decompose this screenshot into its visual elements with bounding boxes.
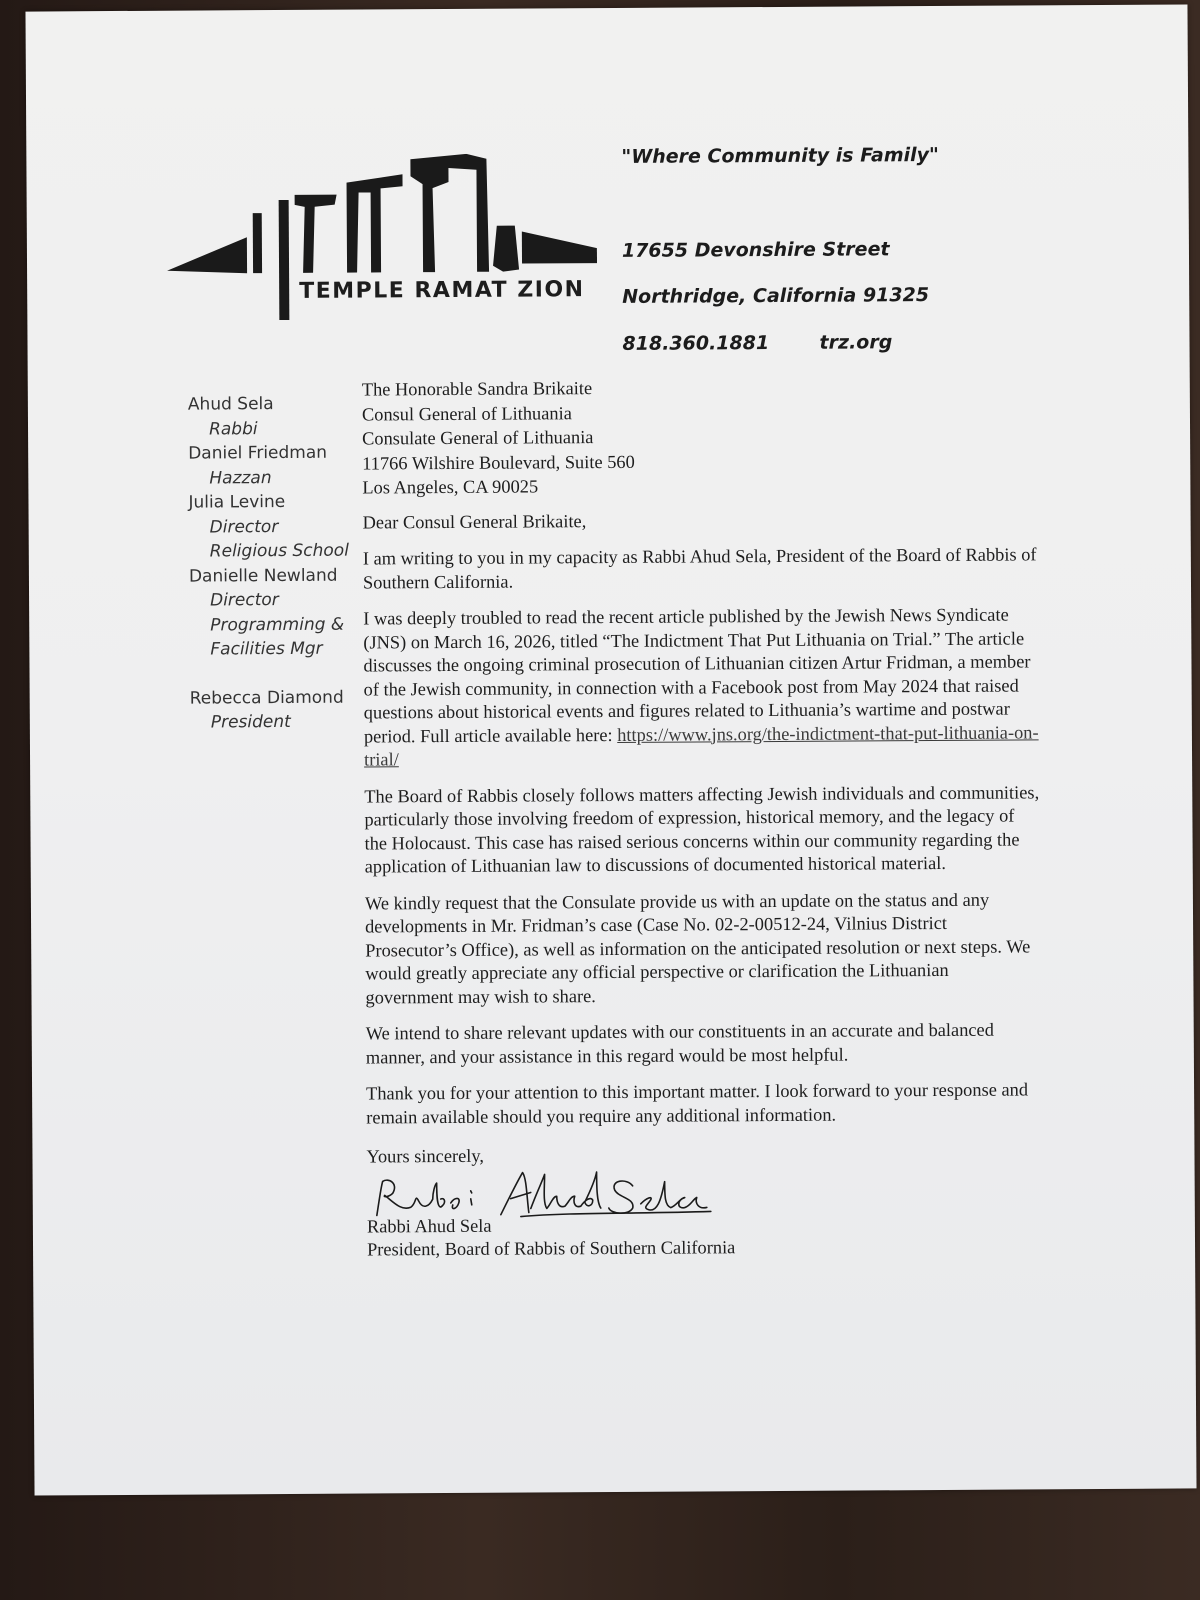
address-line: Consul General of Lithuania (361, 402, 572, 425)
address-line: Consulate General of Lithuania (362, 427, 594, 449)
staff-role: Religious School (209, 540, 349, 562)
signer-title: President, Board of Rabbis of Southern California (366, 1237, 736, 1260)
article-link[interactable]: https://www.jns.org/the-indictment-that-put-lithuania-on-trial/ (363, 721, 1039, 770)
address-line: Los Angeles, CA 90025 (362, 476, 539, 498)
address-line: 11766 Wilshire Boulevard, Suite 560 (362, 451, 635, 474)
letter-page (25, 4, 1196, 1495)
staff-role: Programming & (210, 614, 345, 635)
staff-name: Danielle Newland (188, 565, 338, 587)
temple-logo (166, 153, 597, 326)
paragraph: We kindly request that the Consulate provide us with an update on the status and any developments in Mr. Fridman’s case (Case No. 02-2-00512-24, Vilnius District Prosecutor’s Office), as well as information on the anticipated resolution or next steps. We would greatly appreciate any official perspective or clarification the Lithuanian government may wish to share. (364, 889, 1031, 1008)
paragraph-text: I was deeply troubled to read the recent article published by the Jewish News Syndicate (JNS) on March 16, 2026, titled “The Indictment That Put Lithuania on Trial.” The article discusses the ongoing criminal prosecution of Lithuanian citizen Artur Fridman, a member of the Jewish community, in connection with a Facebook post from May 2024 that raised questions about historical events and figures related to Lithuania’s wartime and postwar period. Full article available here: (363, 604, 1031, 747)
tagline: "Where Community is Family" (621, 143, 939, 168)
staff-role: Rabbi (208, 418, 258, 439)
letter-body (362, 373, 1042, 1262)
handwritten-signature (371, 1161, 731, 1223)
staff-list (188, 392, 365, 736)
staff-role: Director (209, 516, 279, 537)
staff-name: Rebecca Diamond (189, 687, 344, 709)
paragraph: Thank you for your attention to this important matter. I look forward to your response and remain available should you require any additional information. (366, 1079, 1029, 1128)
closing: Yours sincerely, (366, 1145, 485, 1167)
staff-name: Julia Levine (188, 491, 286, 513)
staff-role: Director (210, 590, 279, 611)
staff-role: President (210, 711, 291, 733)
salutation: Dear Consul General Brikaite, (362, 510, 587, 533)
paragraph (363, 603, 1039, 772)
signature (367, 1165, 1042, 1215)
address-line: The Honorable Sandra Brikaite (361, 378, 593, 400)
staff-role: Facilities Mgr (210, 638, 323, 660)
staff-name: Daniel Friedman (188, 442, 328, 464)
staff-name: Ahud Sela (187, 394, 274, 415)
city-address: Northridge, California 91325 (622, 284, 930, 308)
street-address: 17655 Devonshire Street (621, 238, 890, 262)
website: trz.org (819, 331, 893, 354)
paragraph: The Board of Rabbis closely follows matters affecting Jewish individuals and communities, particularly those involving freedom of expression, historical memory, and the legacy of the Holocaust. This case has raised serious concerns within our community regarding the application of Lithuanian law to discussions of documented historical material. (364, 781, 1040, 877)
phone-number: 818.360.1881 (622, 332, 770, 355)
recipient-address (362, 373, 1038, 500)
signer-name: Rabbi Ahud Sela (366, 1215, 492, 1236)
org-name: TEMPLE RAMAT ZION (299, 277, 585, 304)
paragraph: We intend to share relevant updates with our constituents in an accurate and balanced manner, and your assistance in this regard would be most helpful. (365, 1019, 994, 1068)
staff-role: Hazzan (209, 467, 272, 488)
paragraph: I am writing to you in my capacity as Rabbi Ahud Sela, President of the Board of Rabbis of Southern California. (362, 544, 1037, 593)
